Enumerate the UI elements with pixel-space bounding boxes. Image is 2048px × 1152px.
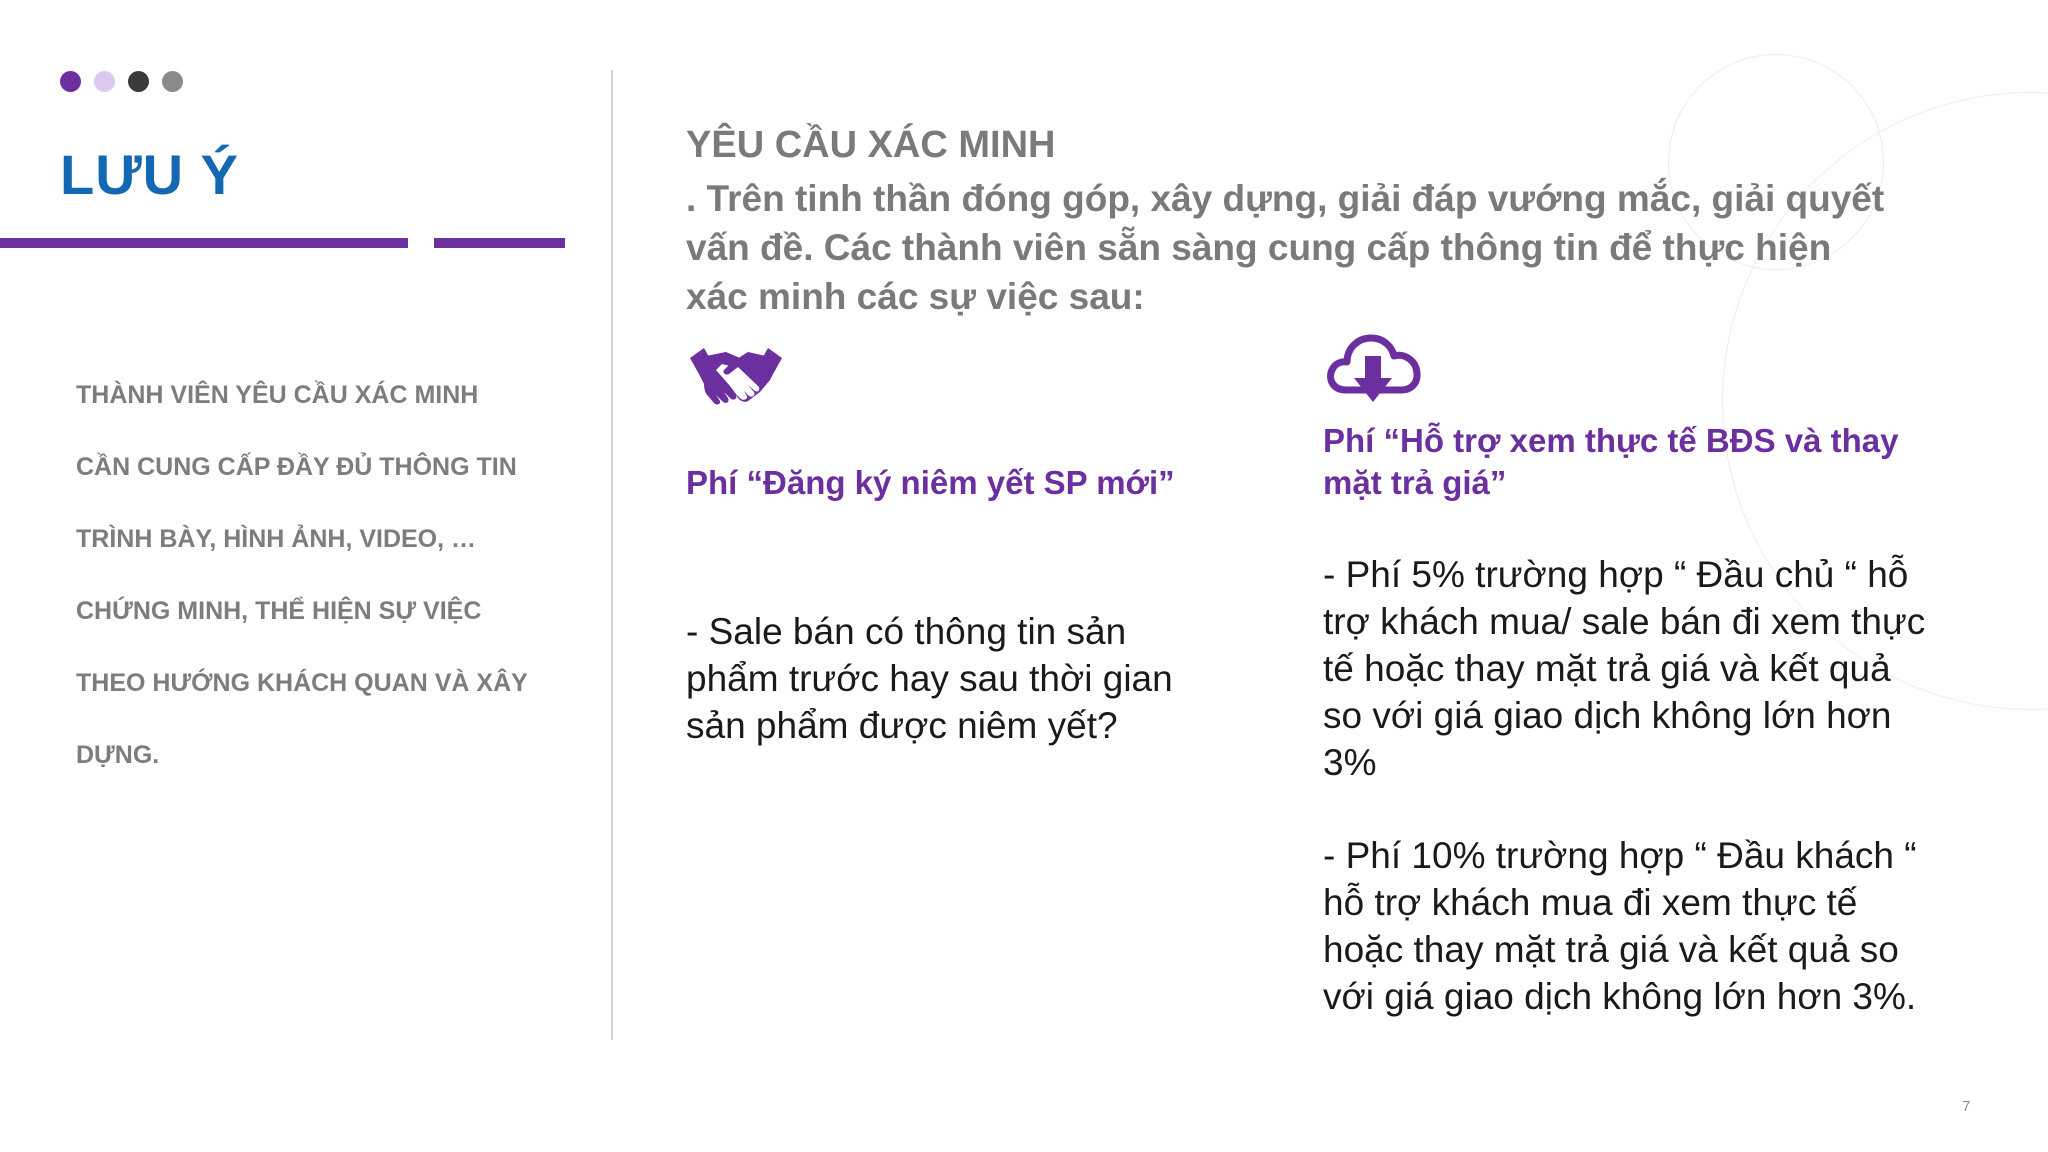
note-list — [76, 374, 596, 806]
dot-1 — [60, 71, 81, 92]
page-title: LƯU Ý — [60, 143, 240, 206]
dot-3 — [128, 71, 149, 92]
paragraph-spacer — [1323, 786, 1933, 832]
page-number: 7 — [1962, 1098, 1971, 1115]
vertical-divider — [611, 70, 613, 1040]
progress-dots — [60, 71, 183, 92]
note-line: CHỨNG MINH, THỂ HIỆN SỰ VIỆC — [76, 597, 482, 625]
note-line: DỰNG. — [76, 741, 160, 769]
note-line: CẦN CUNG CẤP ĐẦY ĐỦ THÔNG TIN — [76, 453, 517, 481]
note-line: THEO HƯỚNG KHÁCH QUAN VÀ XÂY — [76, 669, 528, 697]
column-2-heading: Phí “Hỗ trợ xem thực tế BĐS và thay mặt trả giá” — [1323, 422, 1899, 501]
cloud-download-icon — [1324, 328, 1424, 408]
title-underline-short — [434, 238, 565, 248]
column-2-body — [1323, 551, 1933, 1020]
column-1-body: - Sale bán có thông tin sản phẩm trước hay sau thời gian sản phẩm được niêm yết? — [686, 611, 1173, 746]
section-heading: YÊU CẦU XÁC MINH — [686, 124, 1056, 166]
handshake-icon — [690, 346, 782, 408]
note-line: THÀNH VIÊN YÊU CẦU XÁC MINH — [76, 381, 479, 409]
column-2-paragraph-2: - Phí 10% trường hợp “ Đầu khách “ hỗ trợ khách mua đi xem thực tế hoặc thay mặt trả giá và kết quả so với giá giao dịch không lớn hơn 3%. — [1323, 835, 1917, 1017]
section-intro: . Trên tinh thần đóng góp, xây dựng, giải đáp vướng mắc, giải quyết vấn đề. Các thành viên sẵn sàng cung cấp thông tin để thực hiện xác minh các sự việc sau: — [686, 178, 1885, 317]
title-underline-long — [0, 238, 408, 248]
column-1-heading: Phí “Đăng ký niêm yết SP mới” — [686, 464, 1175, 501]
dot-4 — [162, 71, 183, 92]
column-2-paragraph-1: - Phí 5% trường hợp “ Đầu chủ “ hỗ trợ khách mua/ sale bán đi xem thực tế hoặc thay mặt trả giá và kết quả so với giá giao dịch không lớn hơn 3% — [1323, 554, 1926, 783]
dot-2 — [94, 71, 115, 92]
note-line: TRÌNH BÀY, HÌNH ẢNH, VIDEO, … — [76, 525, 477, 553]
